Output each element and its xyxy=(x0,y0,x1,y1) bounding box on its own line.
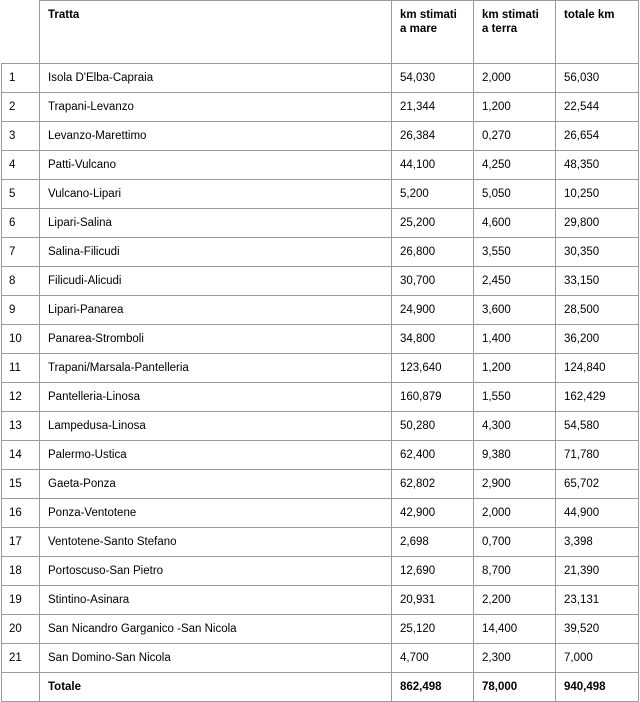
table-row xyxy=(2,180,639,209)
row-index: 4 xyxy=(2,151,40,180)
row-sea-km: 2,698 xyxy=(392,528,474,557)
row-sea-km: 50,280 xyxy=(392,412,474,441)
row-total-km: 33,150 xyxy=(556,267,639,296)
row-total-km: 124,840 xyxy=(556,354,639,383)
column-header-route: Tratta xyxy=(40,1,392,64)
row-sea-km: 20,931 xyxy=(392,586,474,615)
row-total-km: 71,780 xyxy=(556,441,639,470)
row-total-km: 39,520 xyxy=(556,615,639,644)
row-index: 17 xyxy=(2,528,40,557)
table-row xyxy=(2,209,639,238)
row-sea-km: 160,879 xyxy=(392,383,474,412)
row-total-km: 65,702 xyxy=(556,470,639,499)
row-land-km: 4,300 xyxy=(474,412,556,441)
table-row xyxy=(2,412,639,441)
row-land-km: 9,380 xyxy=(474,441,556,470)
row-total-km: 48,350 xyxy=(556,151,639,180)
row-sea-km: 4,700 xyxy=(392,644,474,673)
table-row xyxy=(2,470,639,499)
table-row xyxy=(2,354,639,383)
row-route: Levanzo-Marettimo xyxy=(40,122,392,151)
row-land-km: 2,450 xyxy=(474,267,556,296)
row-index: 14 xyxy=(2,441,40,470)
row-route: Stintino-Asinara xyxy=(40,586,392,615)
row-total-km: 28,500 xyxy=(556,296,639,325)
row-land-km: 3,550 xyxy=(474,238,556,267)
row-index: 11 xyxy=(2,354,40,383)
table-row xyxy=(2,122,639,151)
table-row xyxy=(2,557,639,586)
row-land-km: 5,050 xyxy=(474,180,556,209)
row-route: Lampedusa-Linosa xyxy=(40,412,392,441)
row-land-km: 0,270 xyxy=(474,122,556,151)
row-route: Salina-Filicudi xyxy=(40,238,392,267)
table-row xyxy=(2,383,639,412)
row-total-km: 30,350 xyxy=(556,238,639,267)
row-index: 18 xyxy=(2,557,40,586)
row-index: 7 xyxy=(2,238,40,267)
row-sea-km: 26,800 xyxy=(392,238,474,267)
column-header-total-km: totale km xyxy=(556,1,639,64)
row-land-km: 2,000 xyxy=(474,64,556,93)
row-index: 6 xyxy=(2,209,40,238)
row-sea-km: 54,030 xyxy=(392,64,474,93)
row-index: 15 xyxy=(2,470,40,499)
row-total-km: 10,250 xyxy=(556,180,639,209)
row-land-km: 4,600 xyxy=(474,209,556,238)
routes-table xyxy=(1,0,639,702)
row-route: Ponza-Ventotene xyxy=(40,499,392,528)
row-land-km: 8,700 xyxy=(474,557,556,586)
table-row xyxy=(2,64,639,93)
row-index: 21 xyxy=(2,644,40,673)
row-total-km: 26,654 xyxy=(556,122,639,151)
row-route: Vulcano-Lipari xyxy=(40,180,392,209)
table-header xyxy=(2,1,639,64)
table-row xyxy=(2,267,639,296)
row-route: Ventotene-Santo Stefano xyxy=(40,528,392,557)
total-row-sea-km: 862,498 xyxy=(392,673,474,702)
row-land-km: 1,200 xyxy=(474,354,556,383)
table-row xyxy=(2,238,639,267)
row-route: San Domino-San Nicola xyxy=(40,644,392,673)
row-sea-km: 25,120 xyxy=(392,615,474,644)
row-index: 20 xyxy=(2,615,40,644)
row-land-km: 14,400 xyxy=(474,615,556,644)
table-body xyxy=(2,64,639,702)
row-route: Portoscuso-San Pietro xyxy=(40,557,392,586)
column-header-land-km: km stimati a terra xyxy=(474,1,556,64)
table-row xyxy=(2,151,639,180)
header-row xyxy=(2,1,639,64)
table-row xyxy=(2,325,639,354)
row-route: Trapani-Levanzo xyxy=(40,93,392,122)
row-sea-km: 42,900 xyxy=(392,499,474,528)
table-row xyxy=(2,644,639,673)
row-land-km: 2,300 xyxy=(474,644,556,673)
row-total-km: 56,030 xyxy=(556,64,639,93)
row-sea-km: 62,400 xyxy=(392,441,474,470)
row-sea-km: 12,690 xyxy=(392,557,474,586)
row-sea-km: 25,200 xyxy=(392,209,474,238)
row-index: 13 xyxy=(2,412,40,441)
row-land-km: 1,400 xyxy=(474,325,556,354)
table-row xyxy=(2,615,639,644)
total-row-land-km: 78,000 xyxy=(474,673,556,702)
total-row-index xyxy=(2,673,40,702)
row-total-km: 162,429 xyxy=(556,383,639,412)
table-row xyxy=(2,296,639,325)
row-land-km: 2,200 xyxy=(474,586,556,615)
row-route: Lipari-Salina xyxy=(40,209,392,238)
table-row xyxy=(2,93,639,122)
row-sea-km: 34,800 xyxy=(392,325,474,354)
row-total-km: 29,800 xyxy=(556,209,639,238)
row-index: 19 xyxy=(2,586,40,615)
row-index: 2 xyxy=(2,93,40,122)
row-index: 1 xyxy=(2,64,40,93)
row-sea-km: 123,640 xyxy=(392,354,474,383)
row-route: Gaeta-Ponza xyxy=(40,470,392,499)
row-sea-km: 24,900 xyxy=(392,296,474,325)
row-land-km: 0,700 xyxy=(474,528,556,557)
row-route: Lipari-Panarea xyxy=(40,296,392,325)
row-land-km: 4,250 xyxy=(474,151,556,180)
row-index: 12 xyxy=(2,383,40,412)
row-total-km: 7,000 xyxy=(556,644,639,673)
row-route: Trapani/Marsala-Pantelleria xyxy=(40,354,392,383)
row-index: 16 xyxy=(2,499,40,528)
table-row xyxy=(2,441,639,470)
row-sea-km: 26,384 xyxy=(392,122,474,151)
row-land-km: 2,900 xyxy=(474,470,556,499)
row-total-km: 44,900 xyxy=(556,499,639,528)
row-sea-km: 5,200 xyxy=(392,180,474,209)
row-route: San Nicandro Garganico -San Nicola xyxy=(40,615,392,644)
total-row-total-km: 940,498 xyxy=(556,673,639,702)
row-total-km: 36,200 xyxy=(556,325,639,354)
row-total-km: 3,398 xyxy=(556,528,639,557)
row-total-km: 22,544 xyxy=(556,93,639,122)
row-route: Palermo-Ustica xyxy=(40,441,392,470)
row-route: Patti-Vulcano xyxy=(40,151,392,180)
row-route: Filicudi-Alicudi xyxy=(40,267,392,296)
total-row-label: Totale xyxy=(40,673,392,702)
row-sea-km: 30,700 xyxy=(392,267,474,296)
column-header-index xyxy=(2,1,40,64)
row-route: Panarea-Stromboli xyxy=(40,325,392,354)
row-land-km: 2,000 xyxy=(474,499,556,528)
row-index: 5 xyxy=(2,180,40,209)
row-index: 9 xyxy=(2,296,40,325)
row-route: Pantelleria-Linosa xyxy=(40,383,392,412)
row-index: 3 xyxy=(2,122,40,151)
table-total-row xyxy=(2,673,639,702)
row-sea-km: 62,802 xyxy=(392,470,474,499)
table-row xyxy=(2,586,639,615)
table-row xyxy=(2,499,639,528)
row-index: 8 xyxy=(2,267,40,296)
column-header-sea-km: km stimati a mare xyxy=(392,1,474,64)
row-total-km: 23,131 xyxy=(556,586,639,615)
row-land-km: 1,550 xyxy=(474,383,556,412)
row-total-km: 54,580 xyxy=(556,412,639,441)
row-land-km: 3,600 xyxy=(474,296,556,325)
row-index: 10 xyxy=(2,325,40,354)
row-total-km: 21,390 xyxy=(556,557,639,586)
row-land-km: 1,200 xyxy=(474,93,556,122)
row-sea-km: 21,344 xyxy=(392,93,474,122)
table-row xyxy=(2,528,639,557)
row-sea-km: 44,100 xyxy=(392,151,474,180)
row-route: Isola D'Elba-Capraia xyxy=(40,64,392,93)
